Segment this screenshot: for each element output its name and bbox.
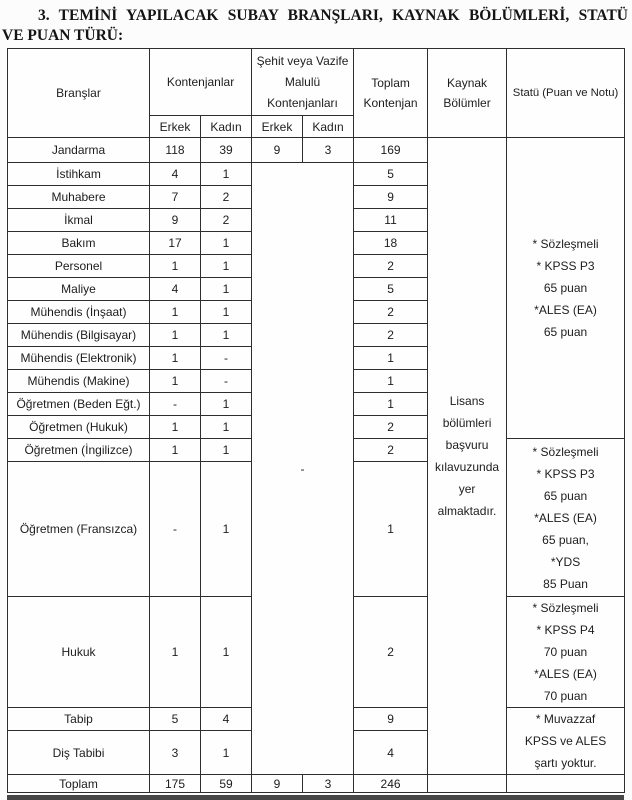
female-quota-cell: 1 [201,393,252,416]
sehit-header-line: Malulü [284,74,321,89]
total-quota-cell: 11 [354,209,428,232]
subheader-kadin-sehit: Kadın [303,116,354,138]
toplam-header-line: Toplam [371,76,410,90]
subheader-kadin-kontenjan: Kadın [201,116,252,138]
statu-empty-cell [507,775,625,793]
branch-name-cell: Mühendis (Elektronik) [8,347,150,370]
female-quota-cell: 1 [201,324,252,347]
branch-name-cell: Mühendis (İnşaat) [8,301,150,324]
female-quota-cell: 1 [201,597,252,708]
total-quota-cell: 2 [354,416,428,439]
col-header-statu: Statü (Puan ve Notu) [507,49,625,138]
statu-cell-c [507,597,625,708]
male-quota-cell: 1 [150,597,201,708]
total-quota-cell: 246 [354,775,428,793]
statu-line: 65 puan [543,488,588,503]
statu-line: * Sözleşmeli [532,444,599,459]
martyr-female-quota-cell: 3 [303,138,354,163]
female-quota-cell: 1 [201,416,252,439]
male-quota-cell: 1 [150,324,201,347]
kaynak-empty-cell [428,775,507,793]
kaynak-header-line: Kaynak [447,76,488,90]
female-quota-cell: 1 [201,163,252,186]
col-header-toplam-kontenjan [354,49,428,138]
male-quota-cell: 4 [150,278,201,301]
total-quota-cell: 2 [354,597,428,708]
col-header-sehit-kontenjanlari [252,49,354,116]
branch-name-cell: Diş Tabibi [8,731,150,775]
branch-name-cell: Bakım [8,232,150,255]
female-quota-cell: 1 [201,462,252,597]
statu-line: *ALES (EA) [534,303,597,317]
female-quota-cell: - [201,347,252,370]
statu-line: 65 puan, [542,532,589,547]
sehit-header-line: Kontenjanları [267,95,338,110]
male-quota-cell: 5 [150,708,201,731]
total-quota-cell: 9 [354,186,428,209]
female-quota-cell: 1 [201,731,252,775]
male-quota-cell: 1 [150,416,201,439]
recruitment-table [7,48,625,793]
female-quota-cell: 1 [201,278,252,301]
total-quota-cell: 2 [354,439,428,462]
female-quota-cell: 39 [201,138,252,163]
total-quota-cell: 1 [354,393,428,416]
branch-name-cell: Tabip [8,708,150,731]
martyr-male-quota-cell: 9 [252,775,303,793]
female-quota-cell: 1 [201,255,252,278]
total-quota-cell: 5 [354,278,428,301]
statu-cell-b [507,439,625,597]
table-row-total [8,775,625,793]
female-quota-cell: 1 [201,439,252,462]
total-quota-cell: 169 [354,138,428,163]
male-quota-cell: 1 [150,301,201,324]
statu-line: * Sözleşmeli [532,237,599,251]
female-quota-cell: - [201,370,252,393]
female-quota-cell: 59 [201,775,252,793]
subheader-erkek-kontenjan: Erkek [150,116,201,138]
statu-line: 85 Puan [543,576,588,591]
martyr-female-quota-cell: 3 [303,775,354,793]
branch-name-cell: Muhabere [8,186,150,209]
statu-line: 65 puan [543,325,588,339]
male-quota-cell: 1 [150,255,201,278]
male-quota-cell: 1 [150,439,201,462]
male-quota-cell: 1 [150,370,201,393]
total-quota-cell: 1 [354,370,428,393]
female-quota-cell: 1 [201,232,252,255]
branch-name-cell: Öğretmen (İngilizce) [8,439,150,462]
female-quota-cell: 2 [201,209,252,232]
col-header-branslar: Branşlar [8,49,150,138]
branch-name-cell: Öğretmen (Beden Eğt.) [8,393,150,416]
toplam-header-line: Kontenjan [363,96,418,110]
total-quota-cell: 2 [354,301,428,324]
male-quota-cell: 118 [150,138,201,163]
statu-line: 65 puan [543,281,588,295]
header-row-1 [8,49,625,116]
male-quota-cell: 17 [150,232,201,255]
female-quota-cell: 2 [201,186,252,209]
next-table-row-sliver [7,795,624,800]
total-quota-cell: 4 [354,731,428,775]
male-quota-cell: 3 [150,731,201,775]
statu-line: KPSS ve ALES [524,734,607,748]
branch-name-cell: Toplam [8,775,150,793]
col-header-kontenjanlar: Kontenjanlar [150,49,252,116]
branch-name-cell: Mühendis (Makine) [8,370,150,393]
statu-line: * Sözleşmeli [532,601,599,615]
branch-name-cell: Öğretmen (Hukuk) [8,416,150,439]
page-title [0,0,630,46]
total-quota-cell: 18 [354,232,428,255]
branch-name-cell: Maliye [8,278,150,301]
branch-name-cell: Jandarma [8,138,150,163]
statu-line: *ALES (EA) [534,510,597,525]
kaynak-header-line: Bölümler [443,96,491,110]
branch-name-cell: Hukuk [8,597,150,708]
table-row [8,138,625,163]
total-quota-cell: 1 [354,462,428,597]
martyr-male-quota-cell: 9 [252,138,303,163]
statu-line: * KPSS P4 [536,623,595,637]
male-quota-cell: - [150,462,201,597]
total-quota-cell: 1 [354,347,428,370]
total-quota-cell: 5 [354,163,428,186]
total-quota-cell: 9 [354,708,428,731]
female-quota-cell: 4 [201,708,252,731]
statu-line: *YDS [550,554,581,569]
statu-cell-a [507,138,625,439]
male-quota-cell: 175 [150,775,201,793]
branch-name-cell: Personel [8,255,150,278]
female-quota-cell: 1 [201,301,252,324]
total-quota-cell: 2 [354,324,428,347]
branch-name-cell: Öğretmen (Fransızca) [8,462,150,597]
male-quota-cell: 9 [150,209,201,232]
subheader-erkek-sehit: Erkek [252,116,303,138]
statu-line: *ALES (EA) [534,667,597,681]
statu-line: 70 puan [543,689,588,703]
page-title-line1: 3. TEMİNİ YAPILACAK SUBAY BRANŞLARI, KAYNAK BÖLÜMLERİ, STATÜ [38,7,628,24]
branch-name-cell: İstihkam [8,163,150,186]
statu-line: şartı yoktur. [534,756,597,770]
statu-line: * KPSS P3 [536,259,595,273]
total-quota-cell: 2 [354,255,428,278]
male-quota-cell: 1 [150,347,201,370]
statu-cell-d [507,708,625,775]
martyr-quota-merged-cell: - [252,163,354,775]
statu-line: * Muvazzaf [535,712,596,726]
statu-line: * KPSS P3 [536,466,595,481]
branch-name-cell: İkmal [8,209,150,232]
col-header-kaynak-bolumler [428,49,507,138]
kaynak-bolumler-merged-cell: Lisans bölümleri başvuru kılavuzunda yer almaktadır. [428,138,507,775]
branch-name-cell: Mühendis (Bilgisayar) [8,324,150,347]
page-title-line2: VE PUAN TÜRÜ: [2,27,124,44]
male-quota-cell: 7 [150,186,201,209]
sehit-header-line: Şehit veya Vazife [256,53,349,68]
statu-line: 70 puan [543,645,588,659]
male-quota-cell: 4 [150,163,201,186]
male-quota-cell: - [150,393,201,416]
